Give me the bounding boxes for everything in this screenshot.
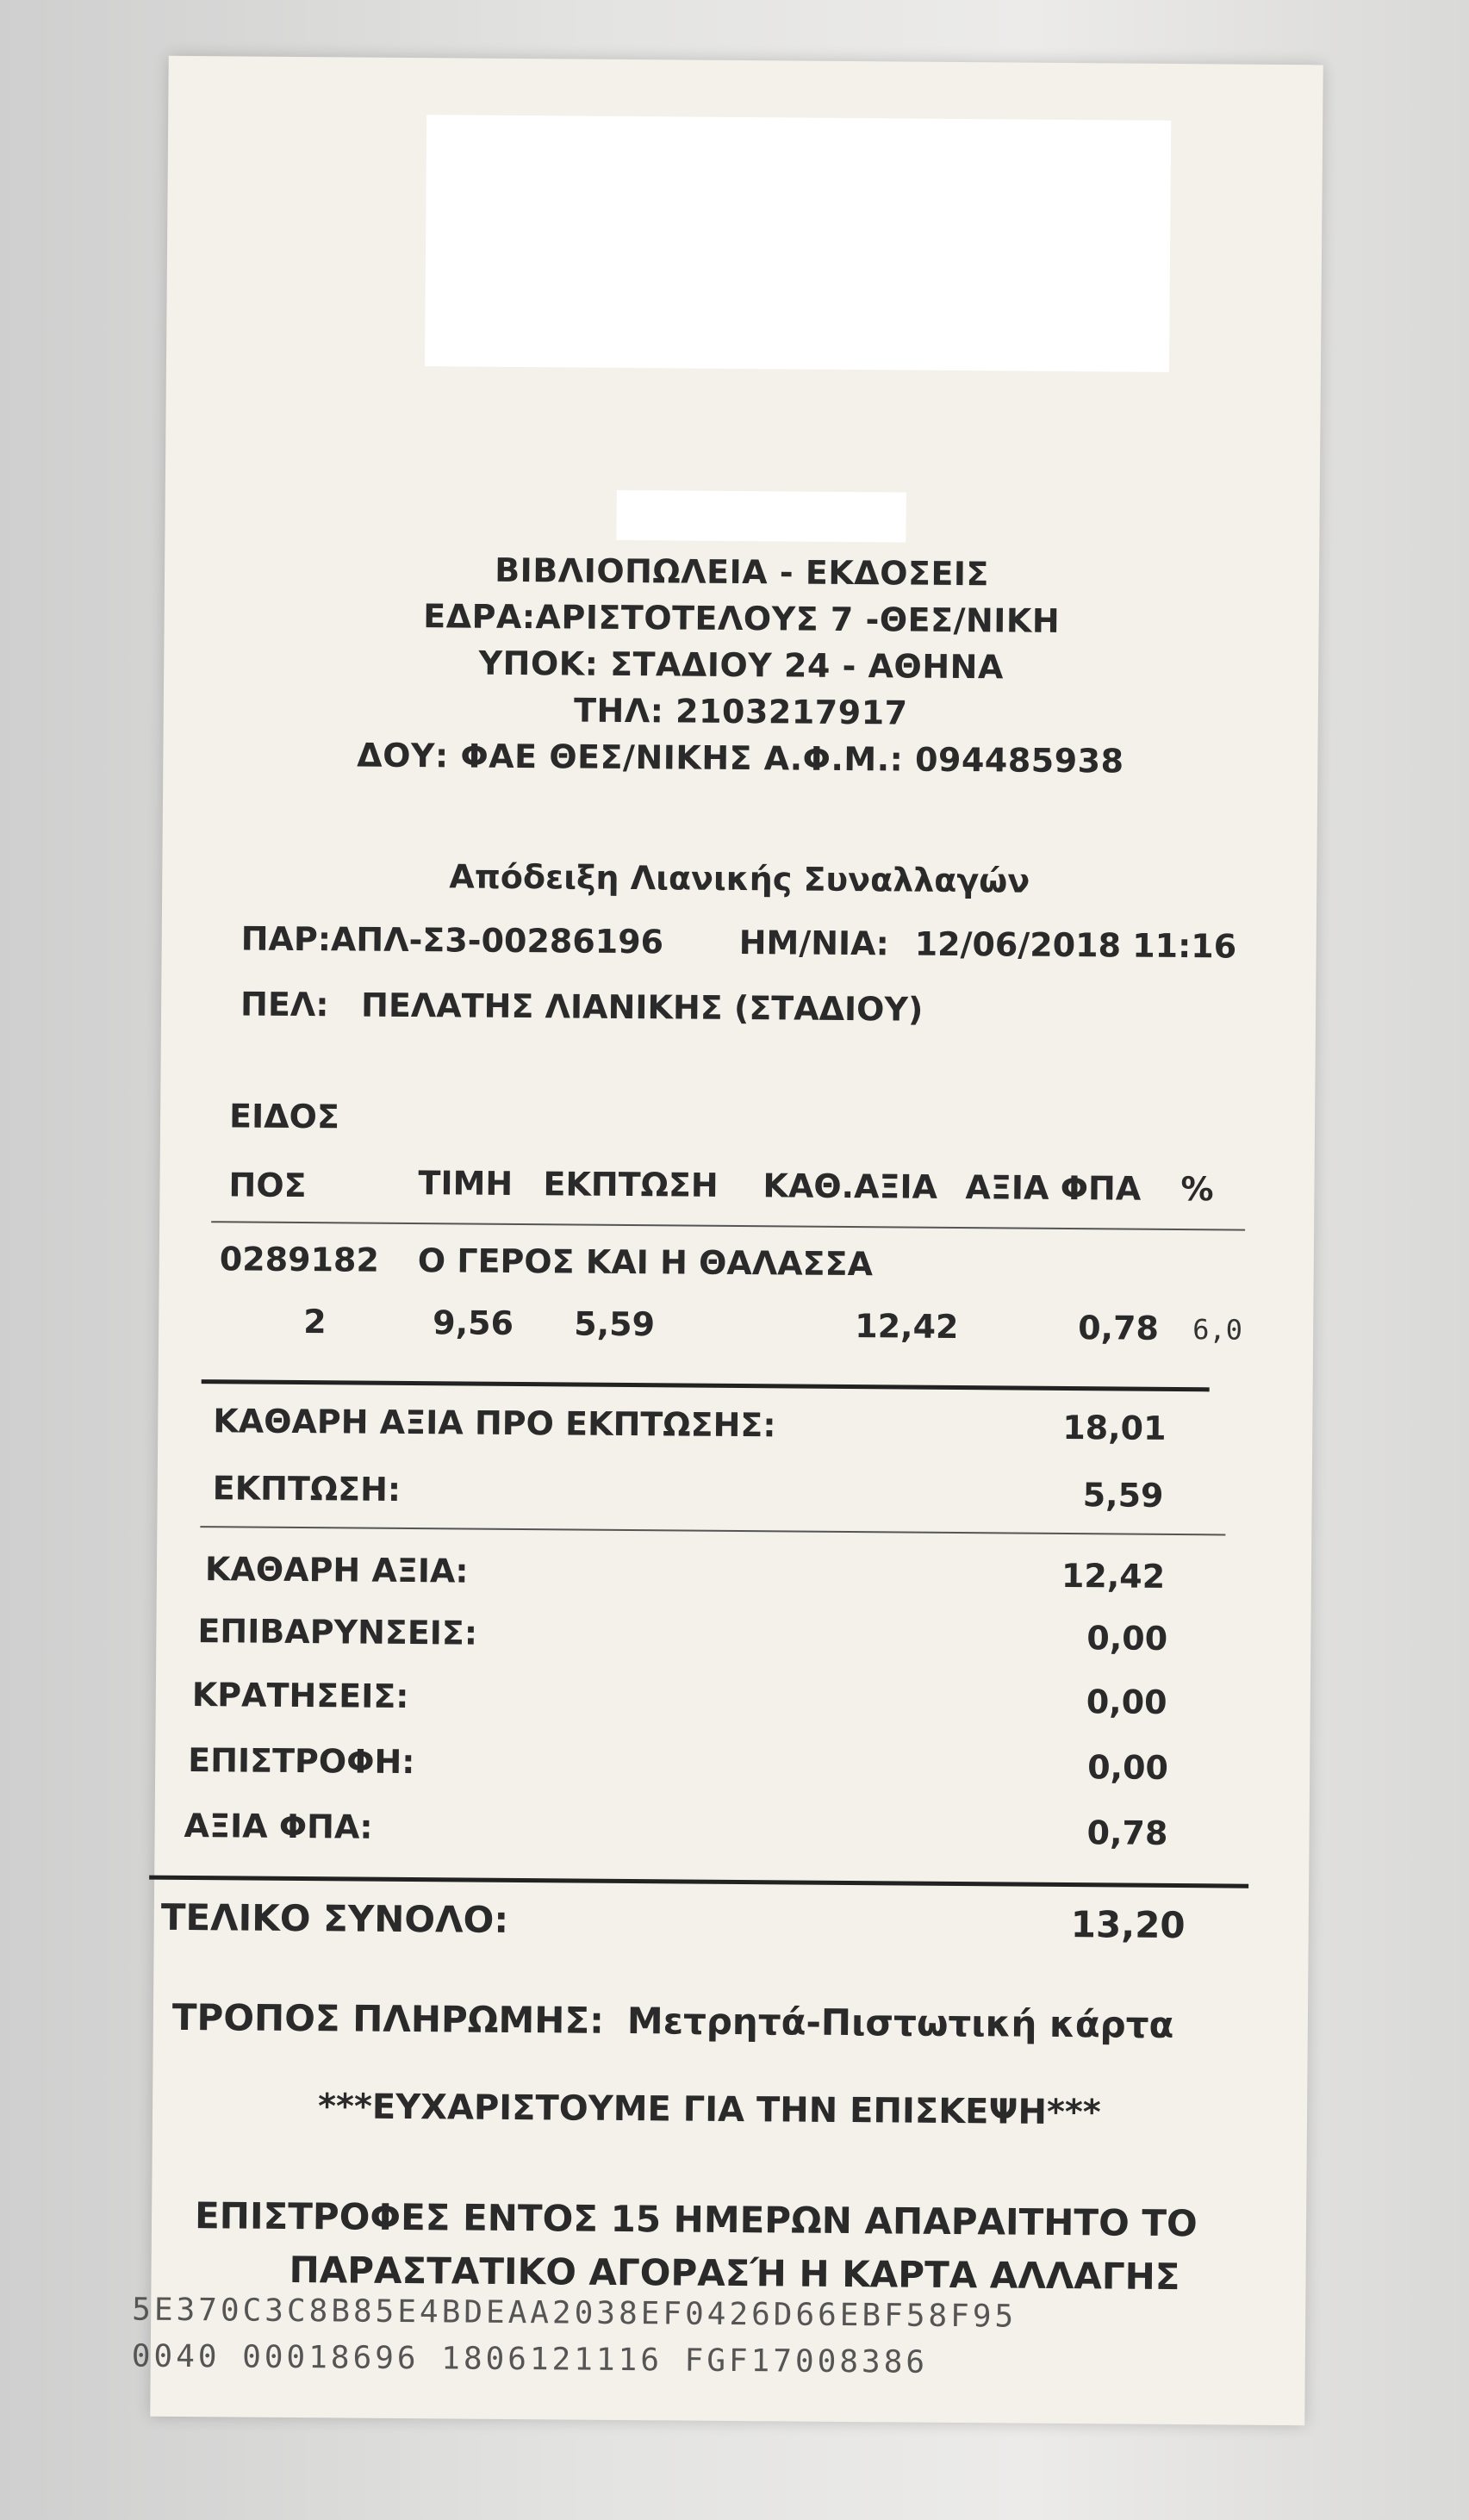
refund-label: ΕΠΙΣΤΡΟΦΗ:: [188, 1741, 415, 1782]
col-qty-header: ΠΟΣ: [228, 1166, 307, 1205]
net-before-discount-label: ΚΑΘΑΡΗ ΑΞΙΑ ΠΡΟ ΕΚΠΤΩΣΗΣ:: [213, 1402, 776, 1445]
header-line-4: ΤΗΛ: 2103217917: [573, 691, 908, 732]
discount-value: 5,59: [1082, 1476, 1164, 1515]
charges-label: ΕΠΙΒΑΡΥΝΣΕΙΣ:: [197, 1612, 478, 1652]
col-pct-header: %: [1180, 1170, 1214, 1209]
fiscal-signature-code: 5E370C3C8B85E4BDEAA2038EF0426D66EBF58F95: [132, 2292, 1018, 2335]
charges-value: 0,00: [1086, 1619, 1168, 1658]
withholdings-label: ΚΡΑΤΗΣΕΙΣ:: [191, 1676, 409, 1716]
item-qty: 2: [303, 1303, 327, 1341]
items-divider: [202, 1379, 1210, 1391]
col-item-header: ΕΙΔΟΣ: [228, 1097, 340, 1136]
header-line-1: ΒΙΒΛΙΟΠΩΛΕΙΑ - ΕΚΔΟΣΕΙΣ: [495, 551, 990, 594]
header-line-3: ΥΠΟΚ: ΣΤΑΔΙΟΥ 24 - ΑΘΗΝΑ: [478, 644, 1005, 687]
vat-total-label: ΑΞΙΑ ΦΠΑ:: [184, 1806, 373, 1846]
withholdings-value: 0,00: [1086, 1683, 1167, 1721]
header-divider: [211, 1221, 1245, 1230]
fiscal-device-code: 0040 00018696 1806121116 FGF17008386: [131, 2338, 929, 2380]
returns-policy-line-1: ΕΠΙΣΤΡΟΦΕΣ ΕΝΤΟΣ 15 ΗΜΕΡΩΝ ΑΠΑΡΑΙΤΗΤΟ ΤΟ: [194, 2194, 1198, 2245]
date-value: 12/06/2018 11:16: [914, 924, 1237, 966]
customer-value: ΠΕΛΑΤΗΣ ΛΙΑΝΙΚΗΣ (ΣΤΑΔΙΟΥ): [360, 986, 924, 1029]
discount-divider: [200, 1526, 1225, 1535]
date-label: ΗΜ/ΝΙΑ:: [738, 924, 889, 963]
payment-method-value: Μετρητά-Πιστωτική κάρτα: [626, 2000, 1174, 2047]
item-vat: 0,78: [1078, 1309, 1160, 1347]
item-code: 0289182: [219, 1240, 380, 1279]
refund-value: 0,00: [1087, 1748, 1169, 1787]
customer-label: ΠΕΛ:: [240, 985, 329, 1024]
item-discount: 5,59: [574, 1304, 656, 1344]
receipt-paper: [131, 56, 1323, 2425]
header-line-2: ΕΔΡΑ:ΑΡΙΣΤΟΤΕΛΟΥΣ 7 -ΘΕΣ/ΝΙΚΗ: [423, 597, 1061, 640]
net-value-value: 12,42: [1061, 1556, 1166, 1596]
item-net: 12,42: [855, 1307, 959, 1347]
receipt-title: Απόδειξη Λιανικής Συναλλαγών: [449, 857, 1030, 900]
col-vat-header: ΑΞΙΑ ΦΠΑ: [965, 1168, 1142, 1208]
document-number: ΠΑΡ:ΑΠΛ-Σ3-00286196: [240, 919, 664, 961]
payment-method-label: ΤΡΟΠΟΣ ΠΛΗΡΩΜΗΣ:: [171, 1995, 605, 2042]
col-net-header: ΚΑΘ.ΑΞΙΑ: [763, 1167, 938, 1206]
item-name: Ο ΓΕΡΟΣ ΚΑΙ Η ΘΑΛΑΣΣΑ: [417, 1241, 874, 1284]
returns-policy-line-2: ΠΑΡΑΣΤΑΤΙΚΟ ΑΓΟΡΑΣΉ Η ΚΑΡΤΑ ΑΛΛΑΓΗΣ: [289, 2248, 1180, 2299]
final-total-value: 13,20: [1070, 1903, 1186, 1947]
item-vat-pct: 6,0: [1192, 1313, 1243, 1347]
header-line-5: ΔΟΥ: ΦΑΕ ΘΕΣ/ΝΙΚΗΣ Α.Φ.Μ.: 094485938: [357, 736, 1124, 781]
col-price-header: ΤΙΜΗ: [418, 1164, 514, 1203]
discount-label: ΕΚΠΤΩΣΗ:: [212, 1469, 401, 1509]
totals-divider: [149, 1876, 1248, 1888]
final-total-label: ΤΕΛΙΚΟ ΣΥΝΟΛΟ:: [160, 1895, 509, 1941]
redacted-logo: [425, 115, 1171, 372]
col-discount-header: ΕΚΠΤΩΣΗ: [543, 1165, 719, 1204]
item-price: 9,56: [433, 1304, 514, 1342]
net-before-discount-value: 18,01: [1062, 1408, 1167, 1447]
vat-total-value: 0,78: [1086, 1814, 1168, 1852]
net-value-label: ΚΑΘΑΡΗ ΑΞΙΑ:: [204, 1550, 469, 1590]
thank-you-message: ***ΕΥΧΑΡΙΣΤΟΥΜΕ ΓΙΑ ΤΗΝ ΕΠΙΣΚΕΨΗ***: [317, 2087, 1101, 2133]
redacted-name: [616, 490, 906, 543]
